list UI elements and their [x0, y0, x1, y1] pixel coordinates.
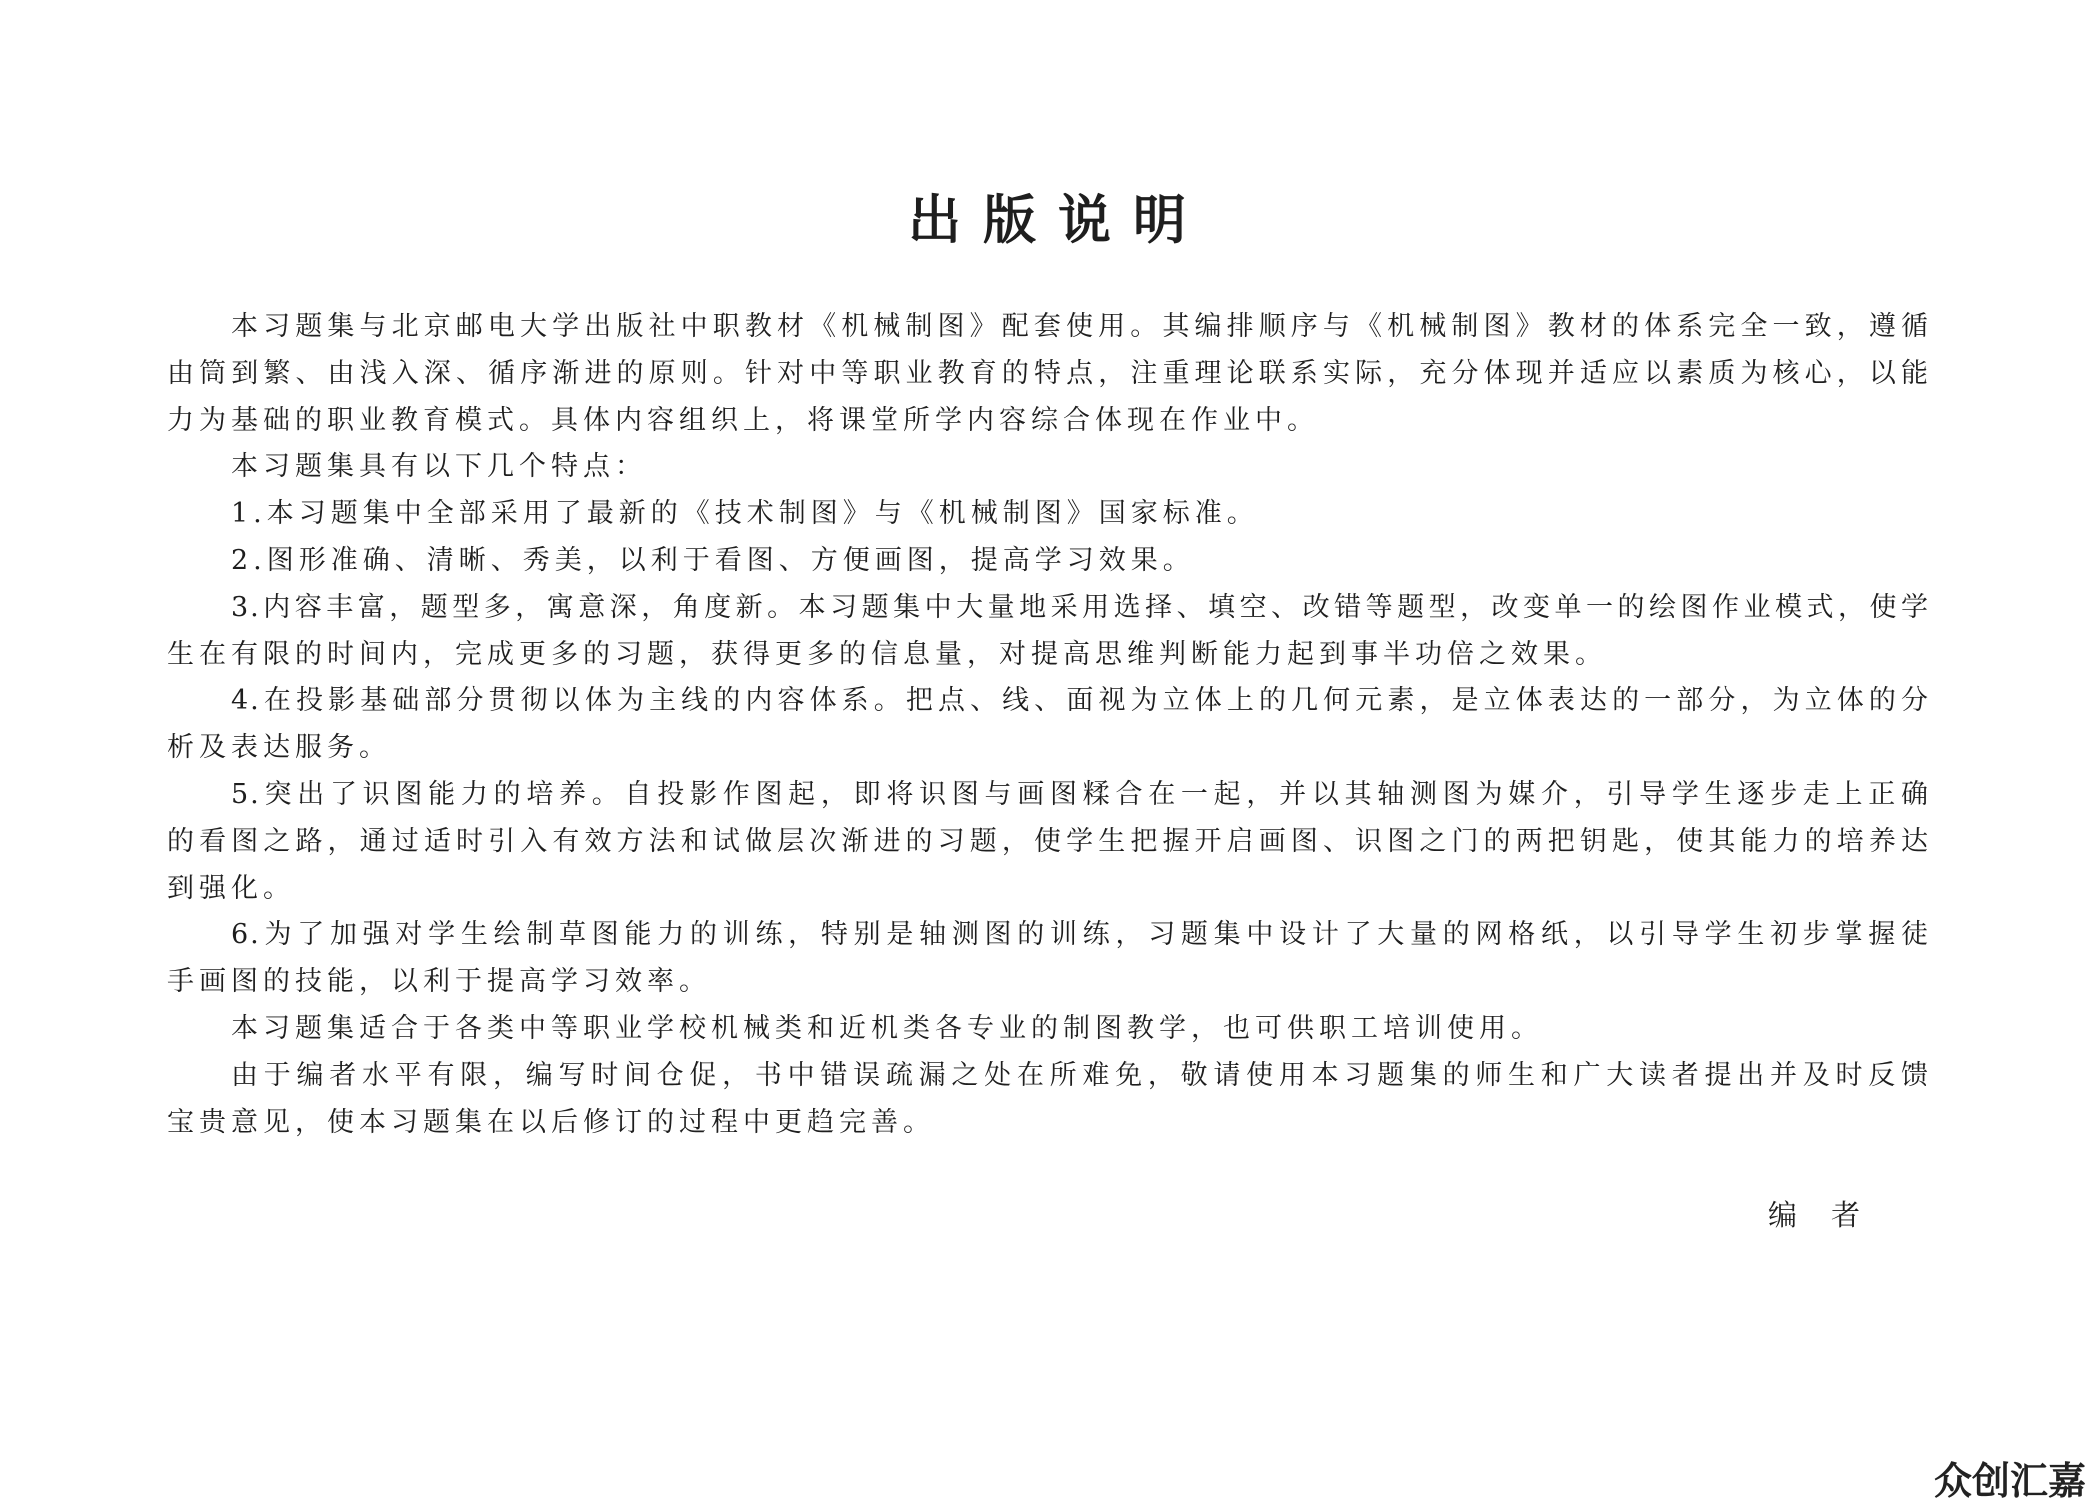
paragraph	[167, 444, 1930, 491]
list-item	[167, 772, 1930, 912]
paragraph-line: 到强化。	[167, 872, 295, 904]
paragraph-line: 本习题集适合于各类中等职业学校机械类和近机类各专业的制图教学，也可供职工培训使用。	[231, 1012, 1543, 1044]
paragraph-line: 由筒到繁、由浅入深、循序渐进的原则。针对中等职业教育的特点，注重理论联系实际，充分体现并适应以素质为核心，以能	[167, 357, 1930, 389]
paragraph	[167, 1006, 1930, 1053]
page-title: 出版说明	[908, 189, 1208, 251]
paragraph	[167, 304, 1930, 444]
paragraph-line: 本习题集与北京邮电大学出版社中职教材《机械制图》配套使用。其编排顺序与《机械制图》教材的体系完全一致，遵循	[231, 311, 1930, 342]
paragraph-line: 4.在投影基础部分贯彻以体为主线的内容体系。把点、线、面视为立体上的几何元素，是立体表达的一部分，为立体的分	[231, 685, 1930, 717]
list-item	[167, 491, 1930, 538]
paragraph-line: 本习题集具有以下几个特点：	[231, 451, 647, 483]
paragraph-line: 3.内容丰富，题型多，寓意深，角度新。本习题集中大量地采用选择、填空、改错等题型，改变单一的绘图作业模式，使学	[231, 591, 1930, 623]
list-item	[167, 912, 1930, 1006]
paragraph-line: 力为基础的职业教育模式。具体内容组织上，将课堂所学内容综合体现在作业中。	[167, 404, 1319, 436]
author-signature: 编者	[1768, 1198, 1895, 1232]
watermark-logo: 众创汇嘉	[1934, 1459, 2087, 1503]
paragraph-line: 2.图形准确、清晰、秀美，以利于看图、方便画图，提高学习效果。	[231, 544, 1195, 576]
paragraph-line: 析及表达服务。	[167, 732, 391, 764]
list-item	[167, 678, 1930, 772]
paragraph-line: 6.为了加强对学生绘制草图能力的训练，特别是轴测图的训练，习题集中设计了大量的网格纸，以引导学生初步掌握徒	[231, 919, 1930, 951]
paragraph-line: 手画图的技能，以利于提高学习效率。	[167, 966, 711, 998]
paragraph	[167, 1053, 1930, 1147]
paragraph-line: 由于编者水平有限，编写时间仓促，书中错误疏漏之处在所难免，敬请使用本习题集的师生和广大读者提出并及时反馈	[231, 1059, 1930, 1091]
list-item	[167, 538, 1930, 585]
paragraph-line: 1.本习题集中全部采用了最新的《技术制图》与《机械制图》国家标准。	[231, 498, 1259, 530]
body-text	[167, 304, 1930, 1146]
paragraph-line: 宝贵意见，使本习题集在以后修订的过程中更趋完善。	[167, 1106, 935, 1138]
paragraph-line: 生在有限的时间内，完成更多的习题，获得更多的信息量，对提高思维判断能力起到事半功倍之效果。	[167, 638, 1607, 670]
list-item	[167, 585, 1930, 679]
paragraph-line: 5.突出了识图能力的培养。自投影作图起，即将识图与画图糅合在一起，并以其轴测图为媒介，引导学生逐步走上正确	[231, 778, 1930, 810]
paragraph-line: 的看图之路，通过适时引入有效方法和试做层次渐进的习题，使学生把握开启画图、识图之门的两把钥匙，使其能力的培养达	[167, 825, 1930, 857]
